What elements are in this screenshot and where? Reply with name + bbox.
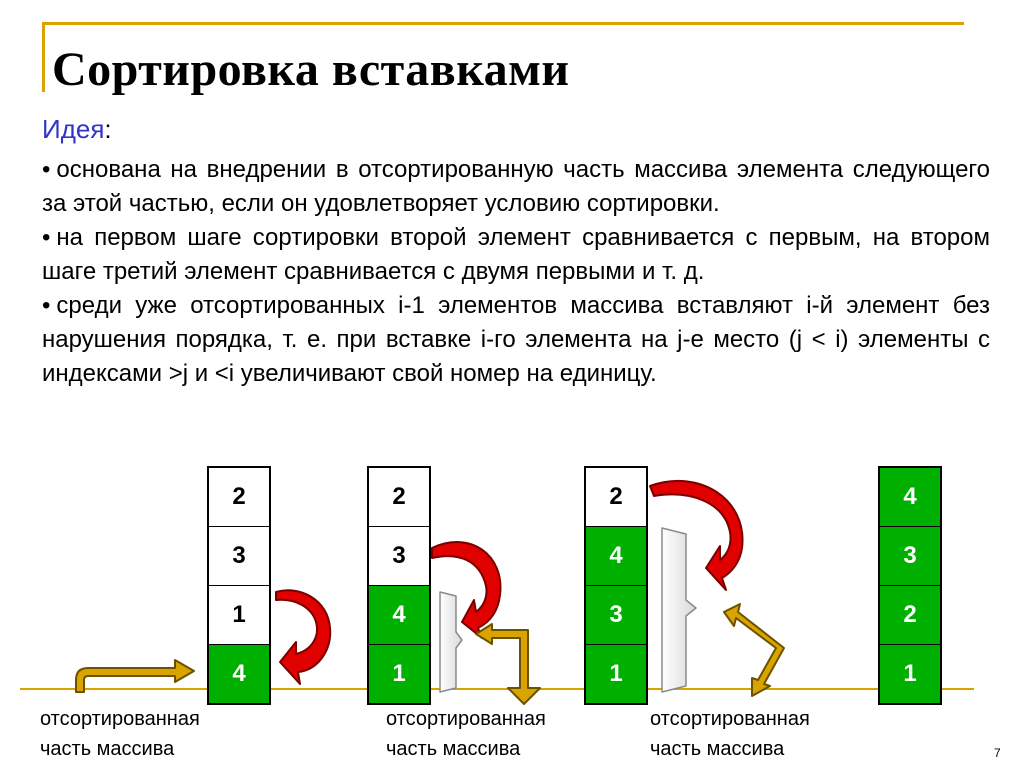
caption-line: часть массива (386, 738, 521, 760)
array-cell-sorted: 4 (880, 468, 940, 526)
array-cell-sorted: 3 (880, 527, 940, 585)
caption-sorted-part (650, 704, 810, 764)
bullet-symbol: • (42, 224, 51, 251)
array-cell-sorted: 1 (369, 645, 429, 703)
caption-sorted-part (386, 704, 546, 764)
gold-double-arrow-icon (724, 604, 784, 696)
slide-title: Сортировка вставками (52, 43, 570, 96)
array-cell-sorted: 3 (586, 586, 646, 644)
bullet-text: среди уже отсортированных i-1 элементов массива вставляют i-й элемент без нарушения порядка, т. е. при вставке i-го элемента на j-е место (j < i) элементы с индексами >j и <i увеличивают свой номер на единицу. (42, 292, 990, 387)
brace-icon (440, 592, 462, 692)
gold-bent-arrow-icon (76, 660, 194, 692)
array-cell-sorted: 1 (586, 645, 646, 703)
page-number: 7 (994, 746, 1001, 760)
array-cell-sorted: 4 (586, 527, 646, 585)
caption-line: отсортированная (40, 708, 200, 730)
array-cell-sorted: 4 (369, 586, 429, 644)
bullet-symbol: • (42, 156, 51, 183)
bullet-text: на первом шаге сортировки второй элемент сравнивается с первым, на втором шаге третий элемент сравнивается с двумя первыми и т. д. (42, 224, 990, 285)
idea-label: Идея (42, 114, 105, 144)
array-cell: 2 (209, 468, 269, 526)
caption-line: отсортированная (650, 708, 810, 730)
array-cell-sorted: 4 (209, 645, 269, 703)
array-cell-sorted: 1 (880, 645, 940, 703)
caption-line: часть массива (40, 738, 175, 760)
array-cell: 3 (209, 527, 269, 585)
bullet-text: основана на внедрении в отсортированную часть массива элемента следующего за этой частью, если он удовлетворяет условию сортировки. (42, 156, 990, 217)
brace-icon (662, 528, 696, 692)
gold-bent-arrow-icon (476, 624, 540, 704)
caption-line: отсортированная (386, 708, 546, 730)
array-cell: 2 (369, 468, 429, 526)
bullet-symbol: • (42, 292, 51, 319)
array-cell: 3 (369, 527, 429, 585)
array-cell: 2 (586, 468, 646, 526)
idea-colon: : (104, 114, 112, 144)
caption-line: часть массива (650, 738, 785, 760)
array-cell-sorted: 2 (880, 586, 940, 644)
caption-sorted-part (40, 704, 200, 764)
red-curved-arrow-icon (276, 590, 330, 684)
array-cell: 1 (209, 586, 269, 644)
